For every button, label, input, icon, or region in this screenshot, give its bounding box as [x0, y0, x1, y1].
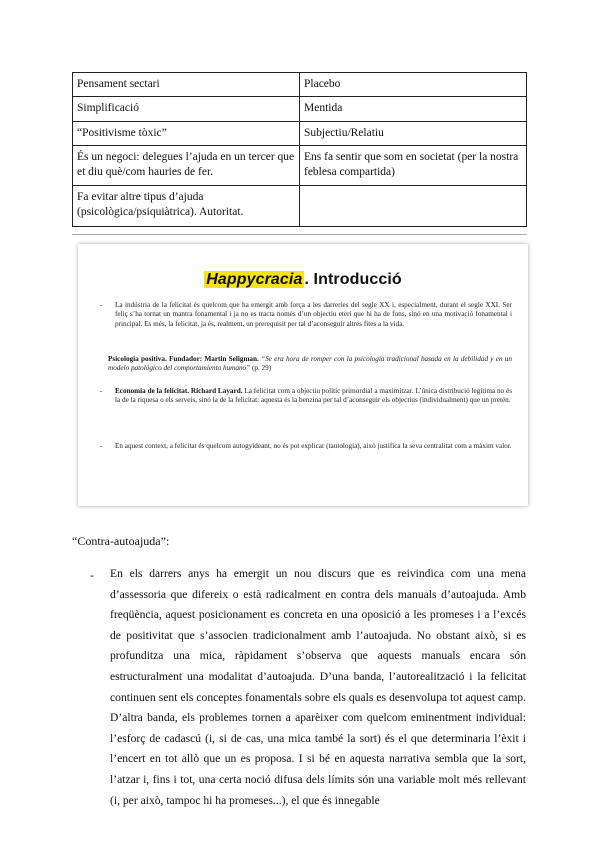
table-row — [73, 122, 527, 146]
table-row — [73, 186, 527, 227]
bullet-text: La indústria de la felicitat és quelcom que ha emergit amb força a les darreries del segle XX i, especialment, durant el segle XXI. Ser feliç s’ha tornat un mantra fonamental i ja no es tracta només d’un objectiu eteri que hi ha de fons, sinó en una motivació fonamental i principal. Es més, la felicitat, ja és, realment, un prerequisit per tal d’aconseguir altres fites a la vida. — [115, 301, 512, 328]
table-cell: Ens fa sentir que som en societat (per la nostra feblesa compartida) — [300, 146, 527, 186]
bullet-bold: Psicologia positiva. Fundador: Martin Seligman. — [108, 355, 259, 363]
slide-title-highlight: Happycracia — [206, 271, 303, 288]
slide-title-rest: . Introducció — [304, 271, 402, 288]
slide-image — [78, 244, 528, 506]
table-row — [73, 73, 527, 97]
table-row — [73, 97, 527, 122]
body-paragraph: En els darrers anys ha emergit un nou discurs que es reivindica com una mena d’assessoria que difereix o està radicalment en contra dels manuals d’autoajuda. Amb freqüència, aquest posicionament es concreta en una oposició a les promeses i a l’excés de positivitat que s’associen tradicionalment amb l’autoajuda. No obstant això, si es profunditza una mica, ràpidament s’observa que aquests manuals encara són estructuralment una modalitat d’autoajuda. D’una banda, l’autorealització i la felicitat continuen sent els conceptes fonamentals sobre els quals es desenvolupa tot aquest camp. D’altra banda, els problemes tornen a aparèixer com quelcom eminentment individual: l’esforç de cadascú (i, si de cas, una mica també la sort) és el que determinaria l’èxit i l’encert en tot allò que un es proposa. I si bé en aquesta narrativa sembla que la sort, l’atzar i, fins i tot, una certa noció difusa dels límits són una variable molt més rellevant (i, per això, tampoc hi ha promeses...), el que és innegable — [110, 567, 526, 807]
bullet-bold: Economia de la felicitat. Richard Layard. — [115, 387, 243, 395]
comparison-table — [72, 72, 527, 227]
bullet-italic: “Se era hora de romper con la psicologia tradicional basada en la debilidad y en un modelo patológico del comportamiento humano” — [108, 355, 512, 373]
slide-bullet — [100, 355, 512, 374]
table-cell — [300, 186, 527, 227]
bullet-dash: - — [100, 387, 103, 395]
table-cell: Mentida — [300, 97, 527, 122]
slide-bullet-list-1 — [100, 301, 512, 329]
slide-bullet — [100, 442, 512, 451]
table-cell: Subjectiu/Relatiu — [300, 122, 527, 146]
table-cell: És un negoci: delegues l’ajuda en un tercer que et diu què/com hauries de fer. — [73, 146, 300, 186]
bullet-dash: - — [100, 301, 103, 309]
slide-title — [78, 271, 528, 289]
table-cell: “Positivisme tòxic” — [73, 122, 300, 146]
table-row — [73, 146, 527, 186]
table-cell: Fa evitar altre tipus d’ajuda (psicològica/psiquiàtrica). Autoritat. — [73, 186, 300, 227]
slide-bullet — [100, 301, 512, 329]
table-cell: Placebo — [300, 73, 527, 97]
slide-bullet-list-3 — [100, 387, 512, 406]
bullet-tail: (p. 29) — [250, 364, 272, 373]
bullet-dash: - — [100, 442, 103, 450]
table-cell: Simplificació — [73, 97, 300, 122]
slide-bullet — [100, 387, 512, 406]
bullet-text: La felicitat com a objectiu polític primordial a maximitzar. L’única distribució legítima no és la de la riquesa o els serveis, sinó la de la felicitat: aquesta és la benzina per tal d’aconseguir els objectius (individualment) que un pretén. — [115, 387, 512, 405]
paragraph-dash: - — [90, 568, 94, 582]
table-cell: Pensament sectari — [73, 73, 300, 97]
section-heading: “Contra-autoajuda”: — [72, 534, 170, 548]
bullet-text: En aquest context, a felicitat és quelcom autogyideant, no és pot explicar (tautologia), això justifica la seva centralitat com a màxim valor. — [115, 442, 512, 450]
horizontal-divider — [72, 234, 527, 235]
slide-bullet-list-2 — [100, 355, 512, 374]
slide-bullet-list-4 — [100, 442, 512, 451]
